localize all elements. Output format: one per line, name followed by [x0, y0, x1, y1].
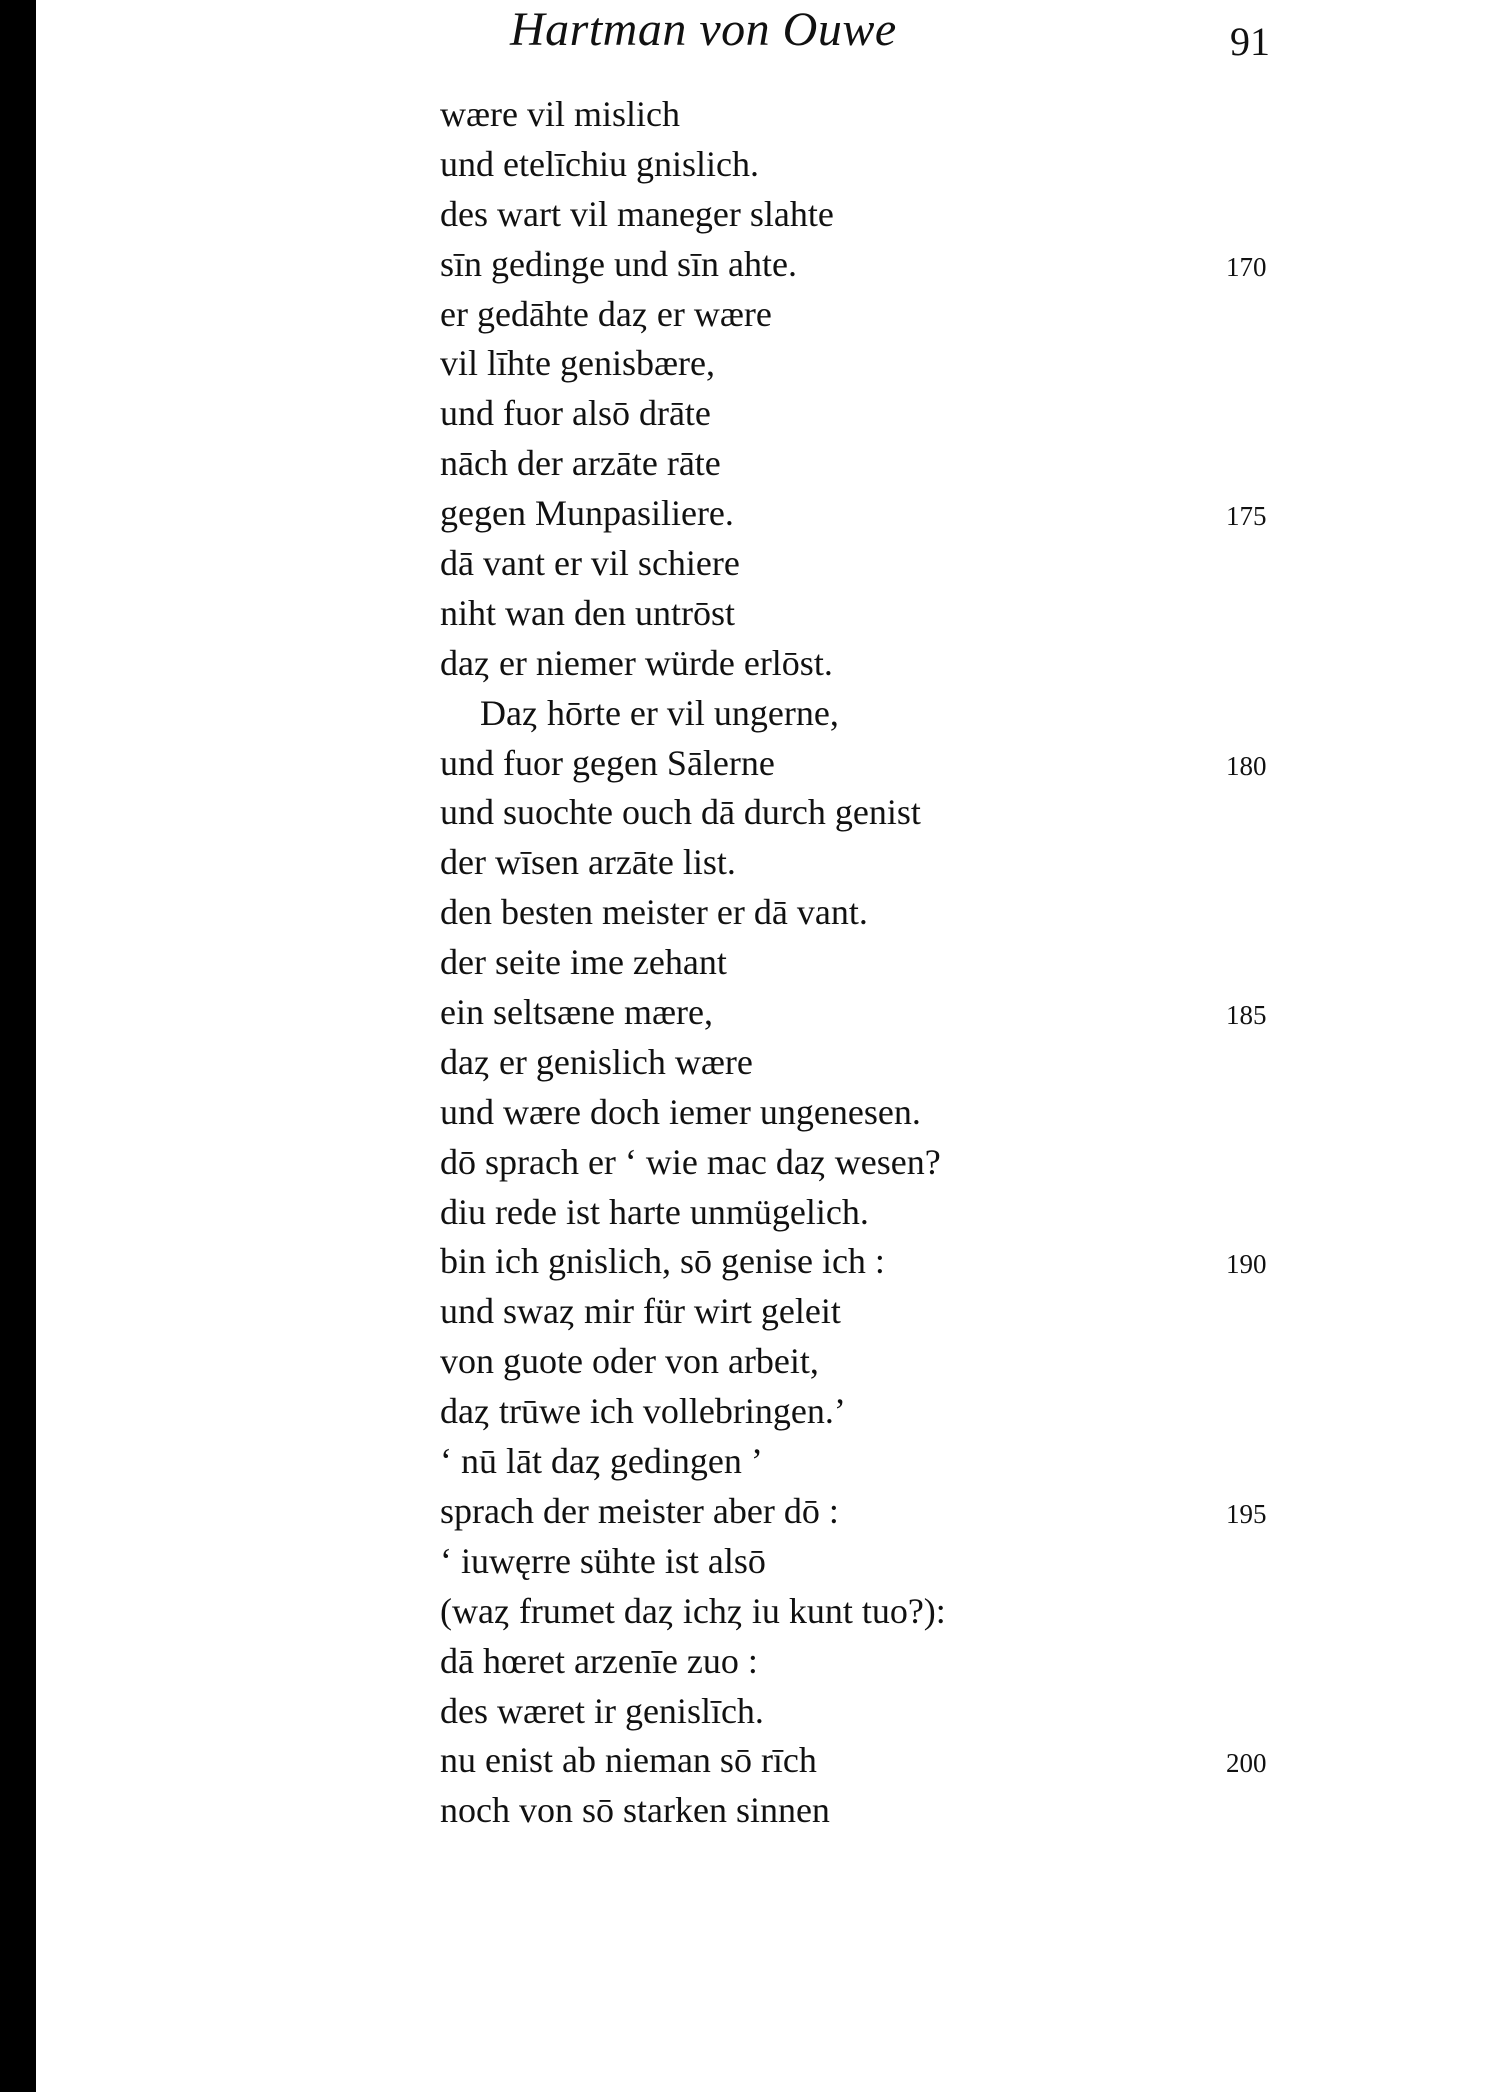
verse-text: ein seltsæne mære,	[440, 992, 713, 1033]
verse-line	[440, 589, 1340, 639]
verse-line	[440, 439, 1340, 489]
verse-text: dā hœret arzenīe zuo :	[440, 1640, 758, 1681]
running-header-title: Hartman von Ouwe	[510, 3, 897, 56]
line-number: 170	[1226, 251, 1267, 282]
verse-text: von guote oder von arbeit,	[440, 1341, 819, 1382]
verse-text: und fuor alsō drāte	[440, 393, 711, 434]
verse-text: daȥ trūwe ich vollebringen.’	[440, 1391, 846, 1432]
line-number: 200	[1226, 1748, 1267, 1779]
verse-text: nu enist ab nieman sō rīch	[440, 1740, 817, 1781]
verse-text: er gedāhte daȥ er wære	[440, 293, 772, 334]
verse-line	[440, 788, 1340, 838]
verse-line	[440, 1188, 1340, 1238]
verse-text: bin ich gnislich, sō genise ich :	[440, 1241, 885, 1282]
verse-line	[440, 1138, 1340, 1188]
verse-line	[440, 339, 1340, 389]
line-number: 195	[1226, 1498, 1267, 1529]
verse-line	[440, 1337, 1340, 1387]
verse-text: ‘ nū lāt daȥ gedingen ’	[440, 1441, 763, 1482]
verse-text: den besten meister er dā vant.	[440, 892, 868, 933]
verse-text: und swaȥ mir für wirt geleit	[440, 1291, 841, 1332]
verse-text: wære vil mislich	[440, 94, 680, 134]
verse-text: dō sprach er ‘ wie mac daȥ wesen?	[440, 1141, 941, 1182]
verse-line	[440, 689, 1340, 739]
verse-text: ‘ iuwęrre sühte ist alsō	[440, 1540, 766, 1581]
verse-line	[440, 888, 1340, 938]
verse-line	[440, 1537, 1340, 1587]
verse-line	[440, 90, 1340, 140]
verse-text: nāch der arzāte rāte	[440, 443, 721, 484]
verse-line	[440, 1287, 1340, 1337]
verse-column	[440, 90, 1340, 1836]
verse-line	[440, 539, 1340, 589]
verse-text: daȥ er genislich wære	[440, 1041, 753, 1082]
verse-line	[440, 838, 1340, 888]
verse-line	[440, 1038, 1340, 1088]
verse-text: Daȥ hōrte er vil ungerne,	[480, 692, 839, 733]
verse-line	[440, 938, 1340, 988]
verse-line	[440, 1487, 1340, 1537]
verse-line	[440, 1587, 1340, 1637]
verse-line	[440, 240, 1340, 290]
verse-text: niht wan den untrōst	[440, 592, 735, 633]
line-number: 180	[1226, 750, 1267, 781]
verse-text: und fuor gegen Sālerne	[440, 742, 775, 783]
verse-line	[440, 739, 1340, 789]
verse-line	[440, 140, 1340, 190]
verse-line	[440, 1637, 1340, 1687]
line-number: 175	[1226, 501, 1267, 532]
verse-text: dā vant er vil schiere	[440, 543, 740, 584]
verse-text: diu rede ist harte unmügelich.	[440, 1191, 869, 1232]
verse-line	[440, 988, 1340, 1038]
verse-text: und wære doch iemer ungenesen.	[440, 1091, 921, 1132]
verse-line	[440, 190, 1340, 240]
verse-line	[440, 1088, 1340, 1138]
verse-line	[440, 389, 1340, 439]
verse-line	[440, 1237, 1340, 1287]
verse-line	[440, 1437, 1340, 1487]
line-number: 185	[1226, 1000, 1267, 1031]
verse-line	[440, 1387, 1340, 1437]
verse-text: des wæret ir genislīch.	[440, 1690, 764, 1731]
verse-line	[440, 489, 1340, 539]
verse-text: sīn gedinge und sīn ahte.	[440, 243, 797, 284]
page-number: 91	[1230, 19, 1270, 64]
verse-text: gegen Munpasiliere.	[440, 493, 734, 534]
verse-line	[440, 1687, 1340, 1737]
verse-line	[440, 639, 1340, 689]
verse-text: der wīsen arzāte list.	[440, 842, 736, 883]
verse-line	[440, 1736, 1340, 1786]
verse-line	[440, 1786, 1340, 1836]
verse-text: der seite ime zehant	[440, 942, 727, 983]
verse-text: daȥ er niemer würde erlōst.	[440, 642, 833, 683]
verse-text: vil līhte genisbære,	[440, 343, 715, 384]
verse-text: (waȥ frumet daȥ ichȥ iu kunt tuo?):	[440, 1590, 946, 1631]
verse-text: sprach der meister aber dō :	[440, 1490, 839, 1531]
verse-text: und suochte ouch dā durch genist	[440, 792, 921, 833]
verse-line	[440, 290, 1340, 340]
line-number: 190	[1226, 1249, 1267, 1280]
verse-text: und etelīchiu gnislich.	[440, 143, 759, 184]
verse-text: des wart vil maneger slahte	[440, 193, 834, 234]
verse-text: noch von sō starken sinnen	[440, 1790, 830, 1831]
scan-edge-shadow	[0, 0, 36, 2092]
